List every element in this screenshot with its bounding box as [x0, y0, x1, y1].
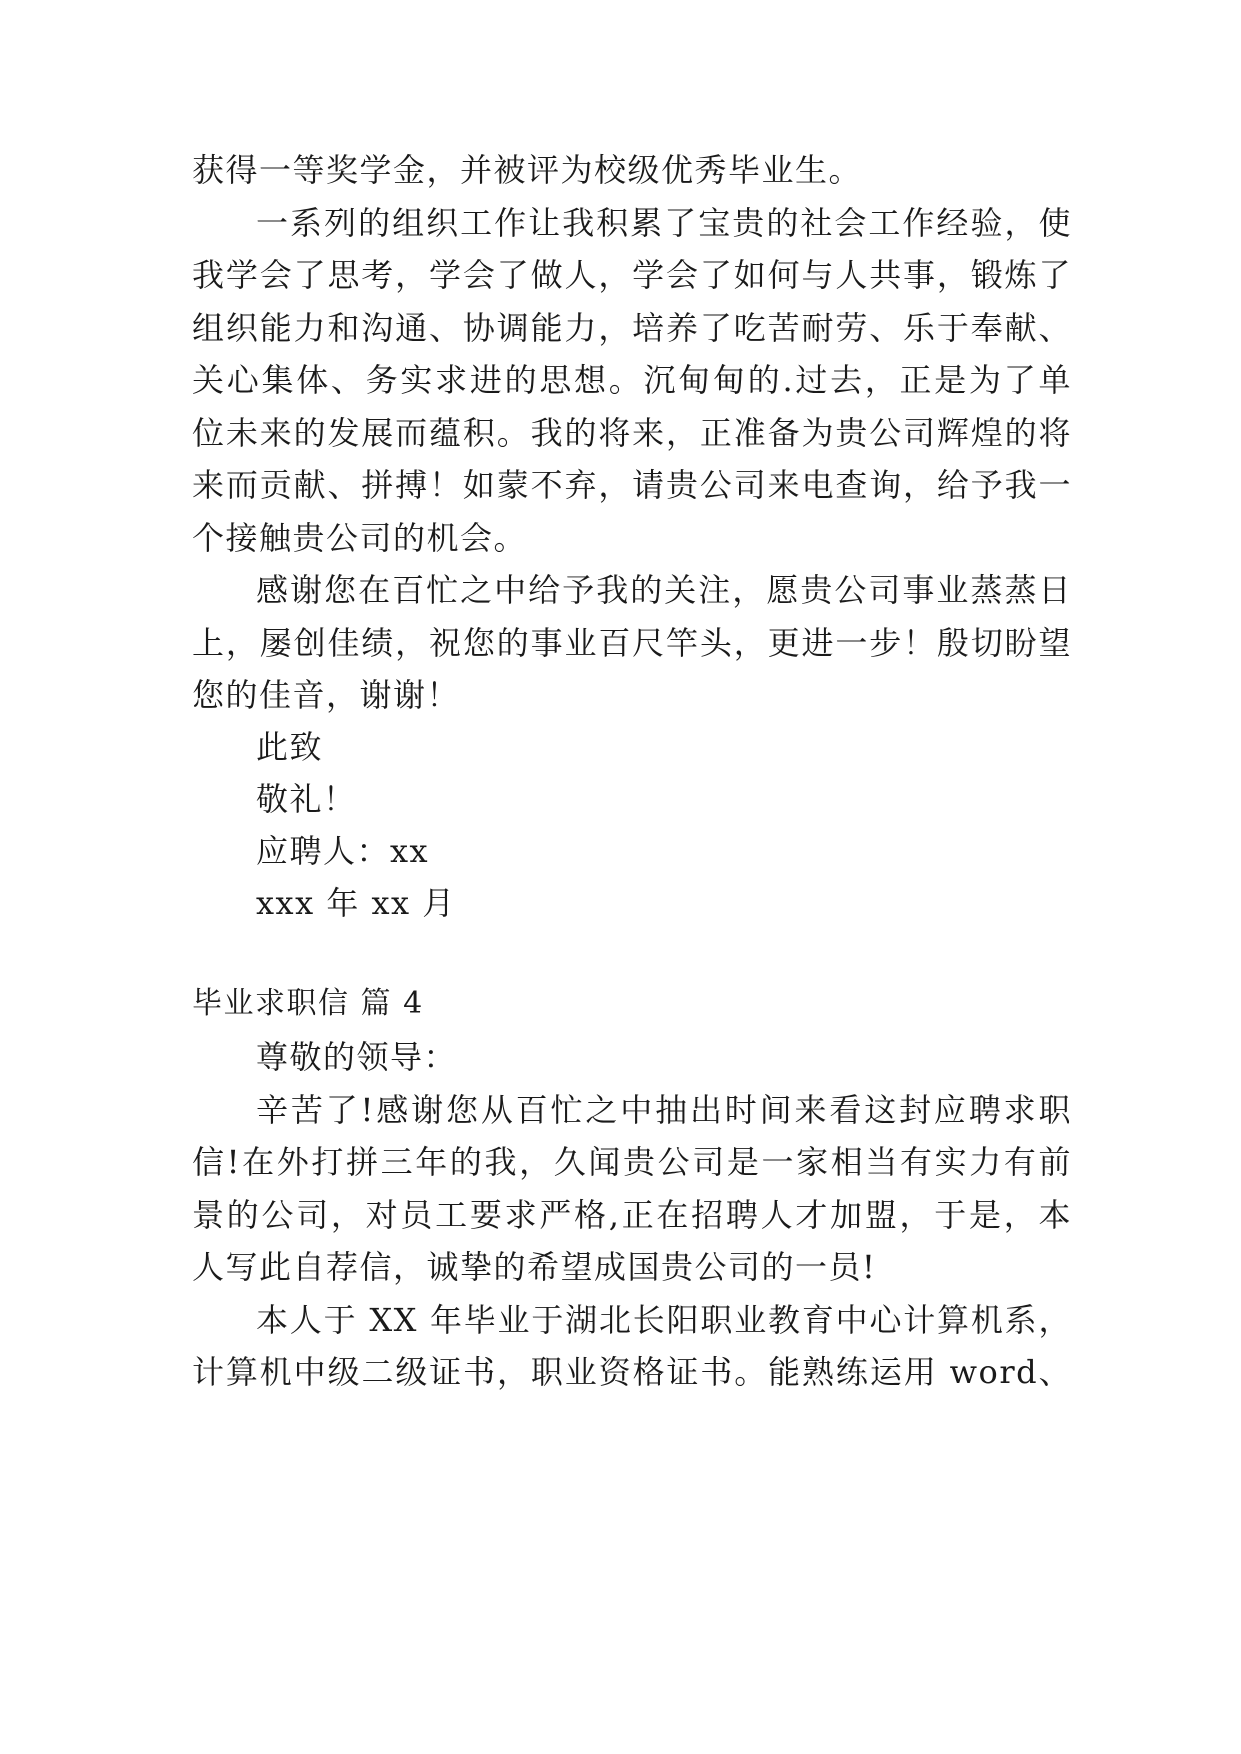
paragraph-line: 辛苦了!感谢您从百忙之中抽出时间来看这封应聘求职: [256, 1091, 1072, 1129]
paragraph-line: 您的佳音，谢谢！: [192, 676, 461, 714]
paragraph-line: 上，屡创佳绩，祝您的事业百尺竿头，更进一步！殷切盼望: [192, 624, 1072, 662]
paragraph-line: 感谢您在百忙之中给予我的关注，愿贵公司事业蒸蒸日: [256, 571, 1072, 609]
paragraph-line: 组织能力和沟通、协调能力，培养了吃苦耐劳、乐于奉献、: [192, 309, 1072, 347]
paragraph-line: 关心集体、务实求进的思想。沉甸甸的.过去，正是为了单: [192, 361, 1072, 399]
section-heading: 毕业求职信 篇 4: [192, 986, 424, 1021]
paragraph-line: 个接触贵公司的机会。: [192, 519, 528, 557]
closing-line: 此致: [256, 728, 324, 766]
closing-salutation: 敬礼！: [256, 780, 357, 818]
letter-date: xxx 年 xx 月: [256, 884, 456, 922]
paragraph-line: 计算机中级二级证书，职业资格证书。能熟练运用 word、: [192, 1353, 1072, 1391]
applicant-signature: 应聘人：xx: [256, 832, 430, 870]
paragraph-line: 信!在外打拼三年的我，久闻贵公司是一家相当有实力有前: [192, 1143, 1072, 1181]
paragraph-line: 来而贡献、拼搏！如蒙不弃，请贵公司来电查询，给予我一: [192, 466, 1072, 504]
paragraph-line: 我学会了思考，学会了做人，学会了如何与人共事，锻炼了: [192, 256, 1072, 294]
paragraph-line: 获得一等奖学金，并被评为校级优秀毕业生。: [192, 151, 863, 189]
greeting-line: 尊敬的领导：: [256, 1038, 458, 1076]
paragraph-line: 一系列的组织工作让我积累了宝贵的社会工作经验，使: [256, 204, 1072, 242]
paragraph-line: 人写此自荐信，诚挚的希望成国贵公司的一员!: [192, 1248, 877, 1286]
paragraph-line: 景的公司，对员工要求严格,正在招聘人才加盟，于是，本: [192, 1196, 1072, 1234]
paragraph-line: 本人于 XX 年毕业于湖北长阳职业教育中心计算机系，: [256, 1301, 1072, 1339]
paragraph-line: 位未来的发展而蕴积。我的将来，正准备为贵公司辉煌的将: [192, 414, 1072, 452]
